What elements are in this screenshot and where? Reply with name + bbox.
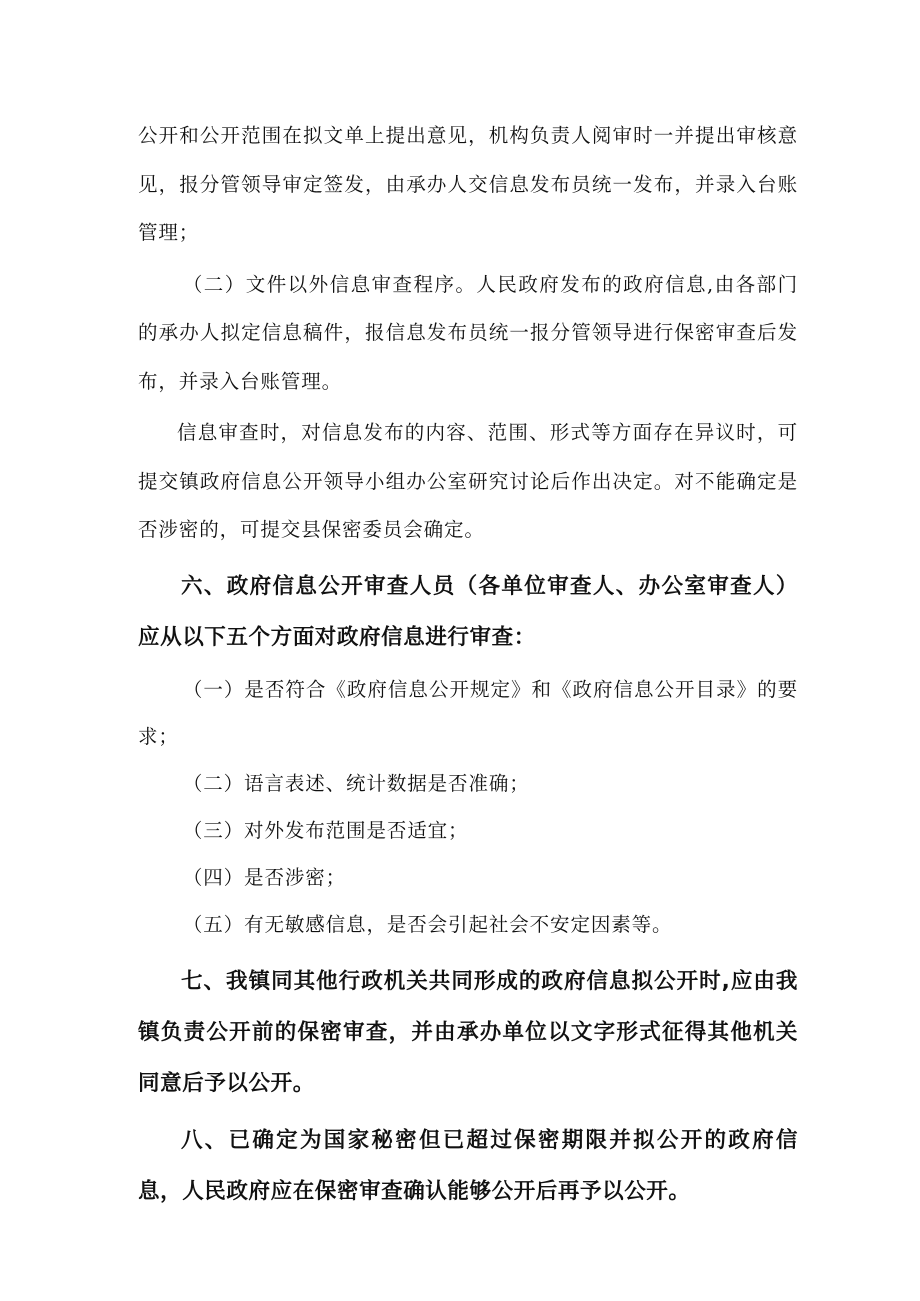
document-body [138,112,798,1217]
review-item-4-secrecy: （四）是否涉密； [182,865,347,889]
review-item-2-accuracy: （二）语言表述、统计数据是否准确； [182,771,530,795]
review-item-5-sensitive-info: （五）有无敏感信息，是否会引起社会不安定因素等。 [182,912,673,936]
review-item-3-scope: （三）对外发布范围是否适宜； [182,818,469,842]
paragraph-review-dispute: 信息审查时，对信息发布的内容、范围、形式等方面存在异议时，可提交镇政府信息公开领导小组办公室研究讨论后作出决定。对不能确定是否涉密的，可提交县保密委员会确定。 [138,421,798,541]
section-six-reviewers: 六、政府信息公开审查人员（各单位审查人、办公室审查人）应从以下五个方面对政府信息进行审查： [138,573,798,650]
review-item-1-compliance: （一）是否符合《政府信息公开规定》和《政府信息公开目录》的要求； [138,677,798,748]
section-eight-declassified-information: 八、已确定为国家秘密但已超过保密期限并拟公开的政府信息，人民政府应在保密审查确认能够公开后再予以公开。 [138,1127,798,1204]
paragraph-review-opinion-continuation: 公开和公开范围在拟文单上提出意见，机构负责人阅审时一并提出审核意见，报分管领导审定签发，由承办人交信息发布员统一发布，并录入台账管理； [138,124,798,244]
paragraph-non-document-review-procedure: （二）文件以外信息审查程序。人民政府发布的政府信息,由各部门的承办人拟定信息稿件，报信息发布员统一报分管领导进行保密审查后发布，并录入台账管理。 [138,272,798,393]
section-seven-joint-information: 七、我镇同其他行政机关共同形成的政府信息拟公开时,应由我镇负责公开前的保密审查，并由承办单位以文字形式征得其他机关同意后予以公开。 [138,968,798,1096]
